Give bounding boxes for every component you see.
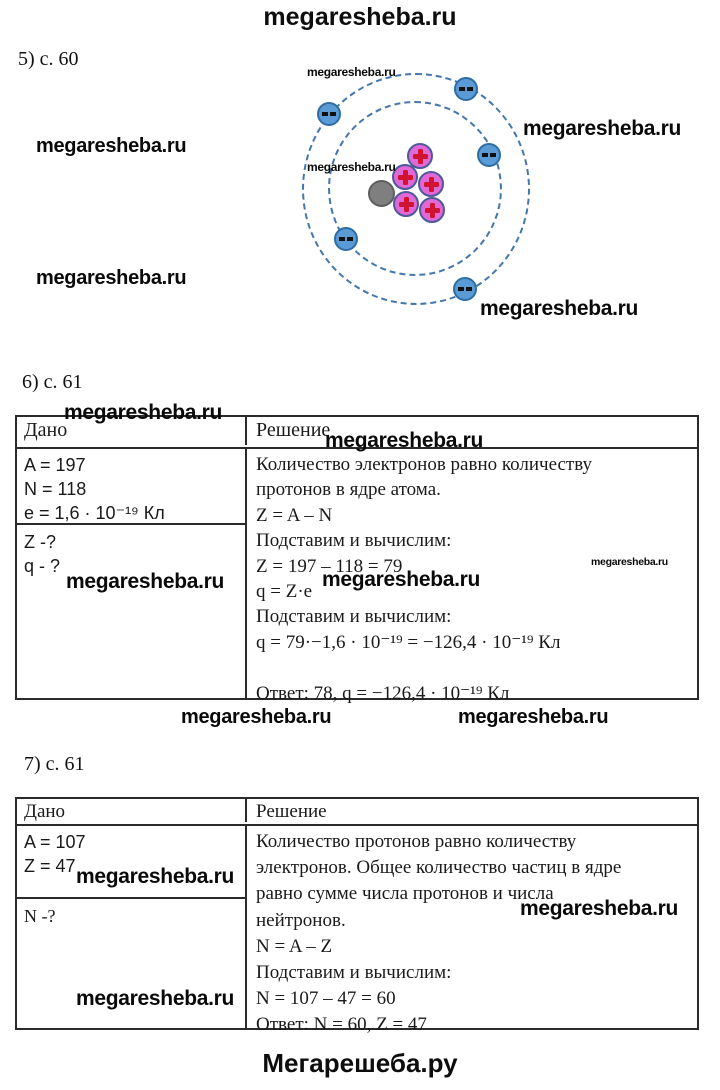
given-values xyxy=(17,449,245,525)
section-6-label: 6) с. 61 xyxy=(22,371,83,393)
watermark-text: megaresheba.ru xyxy=(36,135,187,157)
solution-line: Подставим и вычислим: xyxy=(256,962,452,984)
given-values xyxy=(17,826,245,899)
given-line: A = 197 xyxy=(24,455,86,475)
given-line: A = 107 xyxy=(24,832,86,852)
watermark-text: megaresheba.ru xyxy=(76,865,235,888)
solution-line xyxy=(256,655,697,680)
watermark-text: megaresheba.ru xyxy=(64,401,223,424)
watermark-text: megaresheba.ru xyxy=(523,117,682,140)
find-values xyxy=(17,525,245,700)
given-line: Z = 47 xyxy=(24,856,76,876)
solution-line: равно сумме числа протонов и числа xyxy=(256,883,554,905)
solution-header: Решение xyxy=(256,419,331,441)
electron-icon xyxy=(477,143,501,167)
proton-icon xyxy=(393,191,419,217)
solution-line: q = 79·−1,6 · 10⁻¹⁹ = −126,4 · 10⁻¹⁹ Кл xyxy=(256,631,561,653)
watermark-text: megaresheba.ru xyxy=(307,160,396,174)
watermark-text: megaresheba.ru xyxy=(325,429,484,452)
find-line: N -? xyxy=(24,906,56,926)
section-5-label: 5) с. 60 xyxy=(18,48,79,70)
find-line: Z -? xyxy=(24,532,57,552)
watermark-text: megaresheba.ru xyxy=(181,706,332,728)
watermark-text: megaresheba.ru xyxy=(520,897,679,920)
proton-icon xyxy=(419,197,445,223)
table-header-row xyxy=(17,799,697,826)
watermark-text: megaresheba.ru xyxy=(66,570,225,593)
solution-column xyxy=(247,826,697,1036)
inner-orbit xyxy=(328,101,502,276)
watermark-text: megaresheba.ru xyxy=(458,706,609,728)
solution-line: Количество протонов равно количеству xyxy=(256,831,577,852)
watermark-text: megaresheba.ru xyxy=(307,65,396,79)
solution-line: Подставим и вычислим: xyxy=(256,530,452,552)
solution-line: Ответ: N = 60, Z = 47 xyxy=(256,1014,427,1036)
solution-line: q = Z·e xyxy=(256,581,313,603)
watermark-text: megaresheba.ru xyxy=(36,267,187,289)
solution-line: нейтронов. xyxy=(256,909,346,931)
solution-line: протонов в ядре атома. xyxy=(256,479,441,501)
watermark-text: megaresheba.ru xyxy=(322,568,481,591)
given-line: N = 118 xyxy=(24,479,87,499)
solution-line: электронов. Общее количество частиц в ядре xyxy=(256,857,622,879)
watermark-text: megaresheba.ru xyxy=(591,556,668,568)
find-line: q - ? xyxy=(24,556,61,576)
electron-icon xyxy=(317,102,341,126)
electron-icon xyxy=(334,227,358,251)
electron-icon xyxy=(453,277,477,301)
proton-icon xyxy=(418,171,444,197)
electron-icon xyxy=(454,77,478,101)
proton-icon xyxy=(392,164,418,190)
site-footer: Мегарешеба.ру xyxy=(262,1048,458,1078)
find-values xyxy=(17,899,245,1030)
watermark-text: megaresheba.ru xyxy=(76,987,235,1010)
given-header: Дано xyxy=(17,799,247,822)
watermark-text: megaresheba.ru xyxy=(480,297,639,320)
section-7-label: 7) с. 61 xyxy=(24,753,85,775)
solution-line: Ответ: 78, q = −126,4 · 10⁻¹⁹ Кл xyxy=(256,682,510,704)
solution-line: Подставим и вычислим: xyxy=(256,606,452,628)
solution-line: Z = 197 – 118 = 79 xyxy=(256,555,403,577)
solution-line: N = 107 – 47 = 60 xyxy=(256,988,396,1010)
solution-line: Количество электронов равно количеству xyxy=(256,454,593,475)
given-line: e = 1,6 · 10⁻¹⁹ Кл xyxy=(24,503,165,523)
neutron-icon xyxy=(368,180,395,207)
page-title: megaresheba.ru xyxy=(263,3,457,31)
given-header: Дано xyxy=(17,417,247,445)
solution-header: Решение xyxy=(256,801,327,822)
solution-line: Z = A – N xyxy=(256,504,333,526)
solution-line: N = A – Z xyxy=(256,935,333,957)
